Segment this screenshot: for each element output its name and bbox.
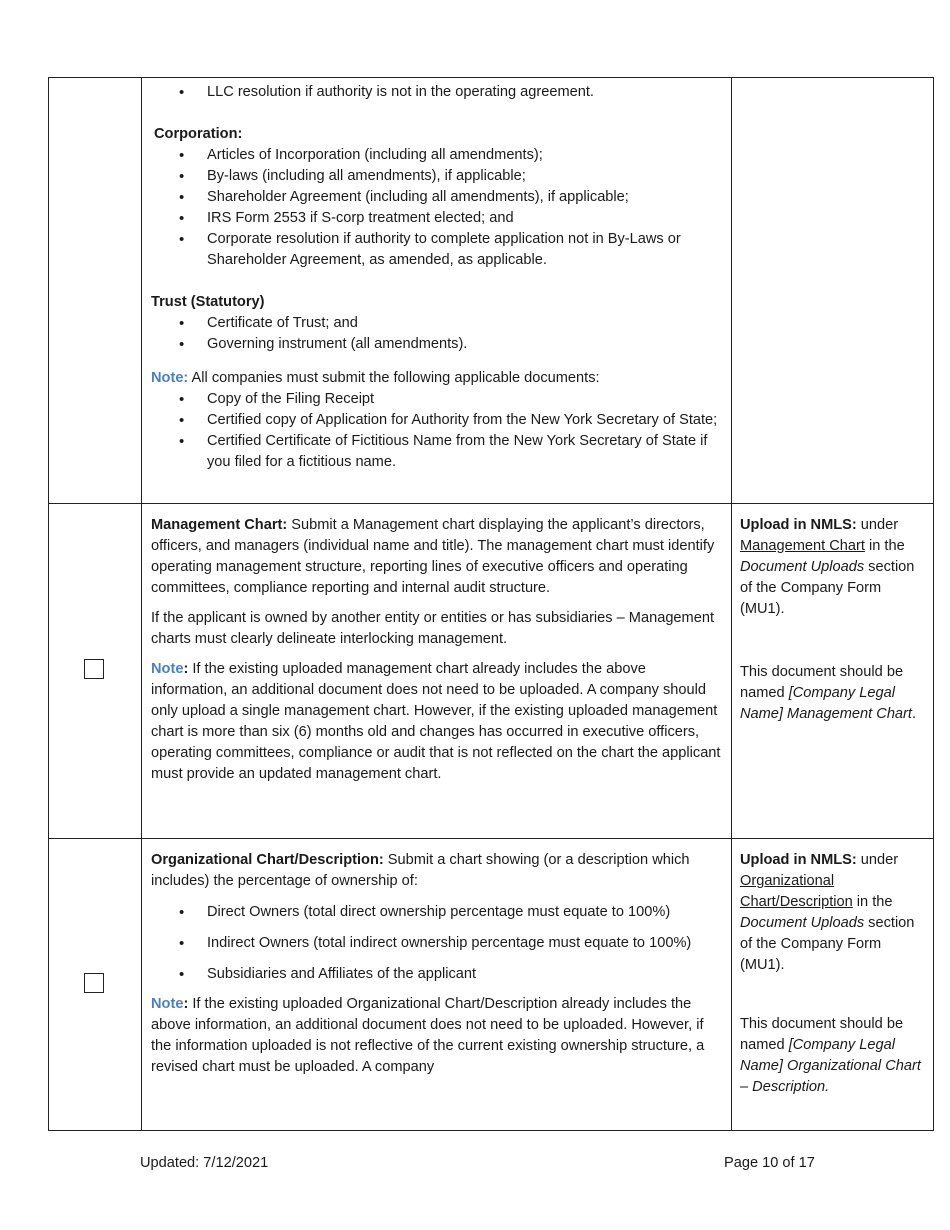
trust-list (151, 313, 723, 355)
note-text: All companies must submit the following applicable documents: (188, 370, 600, 386)
note-list (151, 389, 723, 473)
list-item: • By-laws (including all amendments), if applicable; (151, 166, 723, 187)
table-row (49, 504, 934, 839)
organizational-chart-checkbox[interactable] (84, 973, 104, 993)
list-item: • Subsidiaries and Affiliates of the applicant (151, 964, 723, 985)
upload-text: under (856, 517, 899, 533)
upload-text: under (856, 852, 899, 868)
corporation-heading: Corporation: (154, 126, 243, 142)
note-paragraph (151, 994, 723, 1078)
requirement-cell (142, 78, 732, 504)
upload-label: Upload in NMLS: (740, 517, 857, 533)
document-name: [Company Legal Name] Organizational Chart – Description. (740, 1037, 921, 1095)
table-row (49, 78, 934, 504)
list-item: • Copy of the Filing Receipt (151, 389, 723, 410)
page-number: Page 10 of 17 (724, 1155, 815, 1171)
list-item: • Direct Owners (total direct ownership percentage must equate to 100%) (151, 902, 723, 923)
corporation-list (151, 145, 723, 271)
upload-instructions (740, 850, 927, 976)
list-item: • LLC resolution if authority is not in the operating agreement. (151, 82, 723, 103)
org-chart-link: Organizational Chart/Description (740, 873, 853, 910)
management-chart-link: Management Chart (740, 538, 865, 554)
naming-instructions (740, 662, 927, 725)
upload-text: section of the Company Form (MU1). (740, 559, 915, 617)
note-label: Note: (151, 370, 189, 386)
org-chart-title: Organizational Chart/Description: (151, 852, 384, 868)
list-item: • Certified copy of Application for Authority from the New York Secretary of State; (151, 410, 723, 431)
upload-cell (732, 78, 934, 504)
management-chart-description (151, 515, 723, 599)
checkbox-cell (49, 78, 142, 504)
list-item: • IRS Form 2553 if S-corp treatment elected; and (151, 208, 723, 229)
requirements-table (48, 77, 934, 1131)
note-paragraph (151, 659, 723, 785)
note-label: Note (151, 996, 184, 1012)
note-colon: : (183, 996, 189, 1012)
requirement-cell (142, 839, 732, 1131)
description-text: Submit a Management chart displaying the applicant’s directors, officers, and managers (individual name and title). The management chart must identify operating management structure, reporting lines of executive officers and operating committees, compliance reporting and internal audit structure. (151, 517, 715, 596)
requirement-cell (142, 504, 732, 839)
list-item: • Shareholder Agreement (including all amendments), if applicable; (151, 187, 723, 208)
note-colon: : (183, 661, 189, 677)
naming-text: This document should be named (740, 1016, 904, 1053)
list-item: • Certified Certificate of Fictitious Name from the New York Secretary of State if you filed for a fictitious name. (151, 431, 723, 473)
list-item: • Certificate of Trust; and (151, 313, 723, 334)
document-name: [Company Legal Name] Management Chart (740, 685, 912, 722)
checkbox-cell (49, 504, 142, 839)
list-item: • Corporate resolution if authority to complete application not in By-Laws or Shareholder Agreement, as amended, as applicable. (151, 229, 723, 271)
description-text: Submit a chart showing (or a description which includes) the percentage of ownership of: (151, 852, 690, 889)
ownership-list (151, 902, 723, 985)
upload-label: Upload in NMLS: (740, 852, 857, 868)
checkbox-cell (49, 839, 142, 1131)
upload-section: Document Uploads (740, 559, 865, 575)
upload-cell (732, 839, 934, 1131)
note-text: If the existing uploaded Organizational Chart/Description already includes the above information, an additional document does not need to be uploaded. However, if the information uploaded is not reflective of the current existing ownership structure, a revised chart must be uploaded. A company (151, 996, 705, 1075)
note-text: If the existing uploaded management chart already includes the above information, an additional document does not need to be uploaded. A company should only upload a single management chart. However, if the existing uploaded management chart is more than six (6) months old and changes has occurred in executive officers, operating committees, compliance or audit that is not reflected on the chart the applicant must provide an updated management chart. (151, 661, 721, 782)
llc-list (151, 82, 723, 103)
upload-instructions (740, 515, 927, 620)
list-item: • Governing instrument (all amendments). (151, 334, 723, 355)
upload-text: in the (864, 538, 905, 554)
note-paragraph (151, 368, 723, 389)
naming-text: This document should be named (740, 664, 904, 701)
upload-text: section of the Company Form (MU1). (740, 915, 915, 973)
org-chart-description (151, 850, 723, 892)
upload-text: in the (852, 894, 893, 910)
note-label: Note (151, 661, 184, 677)
table-row (49, 839, 934, 1131)
upload-cell (732, 504, 934, 839)
list-item: • Indirect Owners (total indirect ownership percentage must equate to 100%) (151, 933, 723, 954)
naming-instructions (740, 1014, 927, 1098)
updated-date: Updated: 7/12/2021 (140, 1155, 269, 1171)
subsidiaries-paragraph: If the applicant is owned by another entity or entities or has subsidiaries – Management charts must clearly delineate interlocking management. (151, 610, 714, 647)
upload-section: Document Uploads (740, 915, 865, 931)
naming-text: . (911, 706, 917, 722)
trust-heading: Trust (Statutory) (151, 294, 265, 310)
management-chart-title: Management Chart: (151, 517, 288, 533)
management-chart-checkbox[interactable] (84, 659, 104, 679)
list-item: • Articles of Incorporation (including all amendments); (151, 145, 723, 166)
